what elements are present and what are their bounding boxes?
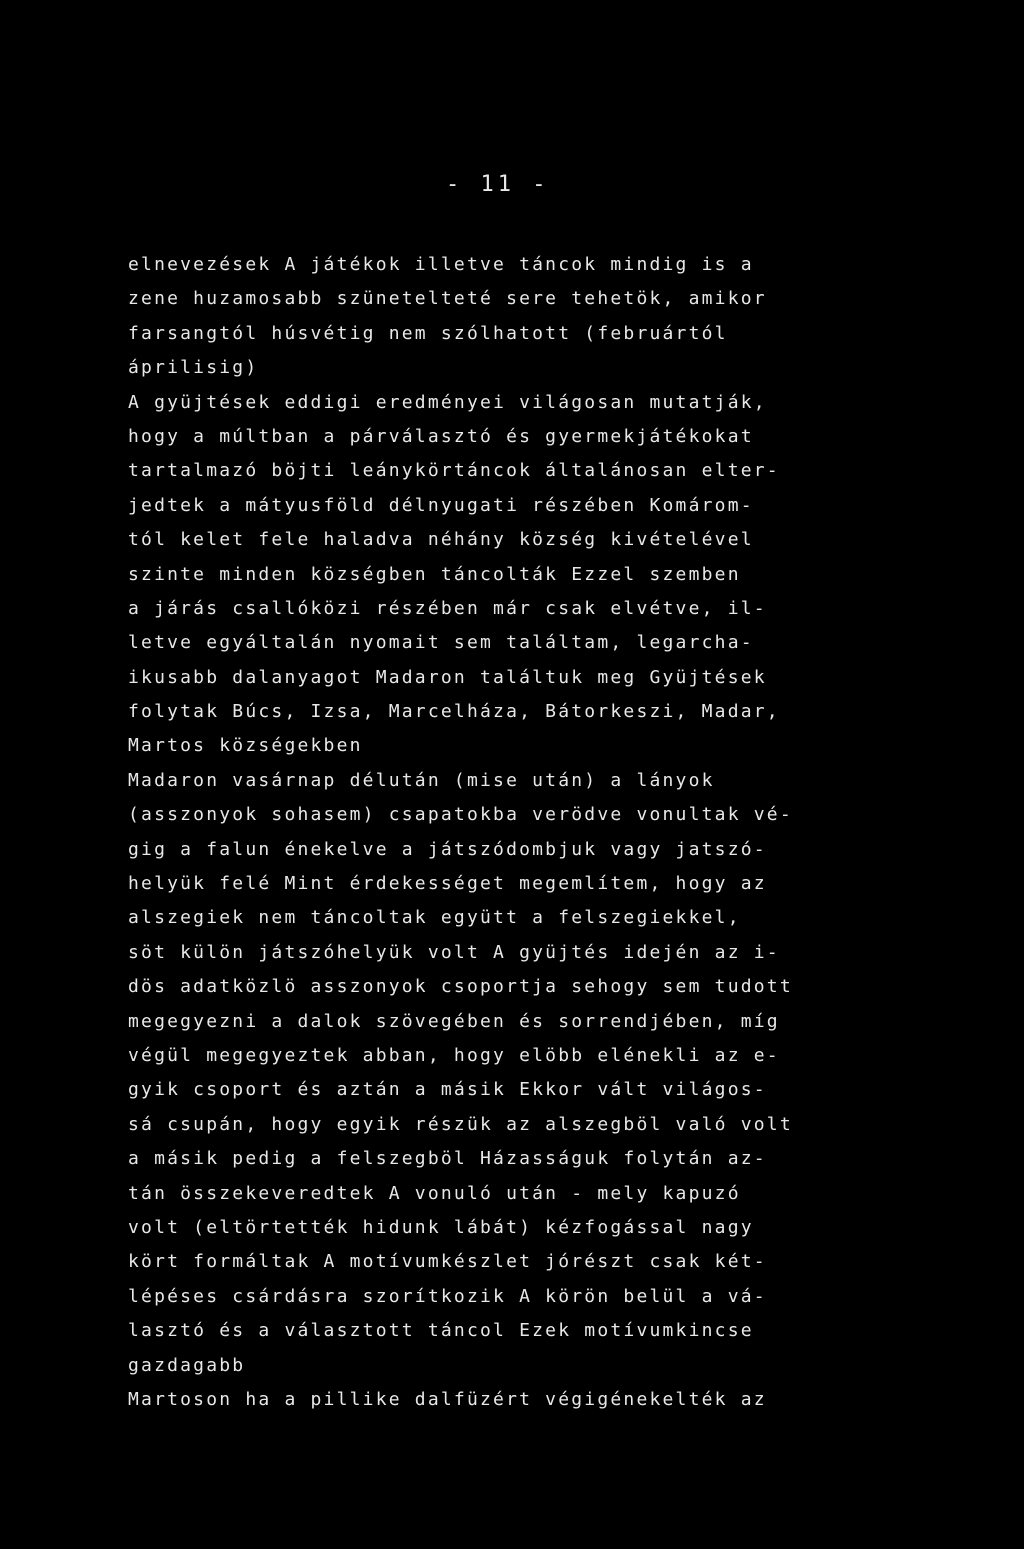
text-line: gig a falun énekelve a játszódombjuk vagy jatszó-	[128, 838, 767, 860]
text-line: elnevezések A játékok illetve táncok mindig is a	[128, 254, 754, 275]
page-number: - 11 -	[446, 172, 550, 197]
text-line: tartalmazó böjti leánykörtáncok általánosan elter-	[128, 460, 780, 482]
text-line: alszegiek nem táncoltak együtt a felszegiekkel,	[128, 907, 741, 929]
text-line: kört formáltak A motívumkészlet jórészt csak két-	[128, 1251, 767, 1273]
text-line: lépéses csárdásra szorítkozik A körön belül a vá-	[128, 1285, 767, 1307]
text-line: dös adatközlö asszonyok csoportja sehogy sem tudott	[128, 976, 793, 998]
text-line: helyük felé Mint érdekességet megemlítem, hogy az	[128, 873, 767, 895]
text-line: ikusabb dalanyagot Madaron találtuk meg Gyüjtések	[128, 666, 767, 688]
text-line: szinte minden községben táncolták Ezzel szemben	[128, 563, 741, 585]
text-line: folytak Búcs, Izsa, Marcelháza, Bátorkeszi, Madar,	[128, 701, 780, 723]
text-line: megegyezni a dalok szövegében és sorrendjében, míg	[128, 1010, 780, 1032]
text-line: a járás csallóközi részében már csak elvétve, il-	[128, 597, 767, 619]
text-line: lasztó és a választott táncol Ezek motívumkincse	[128, 1320, 754, 1342]
text-line: tól kelet fele haladva néhány község kivételével	[128, 529, 754, 551]
text-line: tán összekeveredtek A vonuló után - mely kapuzó	[128, 1182, 741, 1204]
text-line: A gyüjtések eddigi eredményei világosan mutatják,	[128, 391, 767, 413]
text-line: söt külön játszóhelyük volt A gyüjtés idején az i-	[128, 941, 780, 963]
text-line: gazdagabb	[128, 1354, 246, 1376]
text-line: jedtek a mátyusföld délnyugati részében Komárom-	[128, 494, 754, 516]
body-text	[128, 248, 828, 1417]
text-line: hogy a múltban a párválasztó és gyermekjátékokat	[128, 425, 754, 447]
text-line: zene huzamosabb szünetelteté sere tehetök, amikor	[128, 288, 767, 310]
text-line: Martos községekben	[128, 735, 363, 757]
text-line: a másik pedig a felszegböl Házasságuk folytán az-	[128, 1148, 767, 1170]
text-line: végül megegyeztek abban, hogy elöbb elénekli az e-	[128, 1044, 780, 1066]
text-line: gyik csoport és aztán a másik Ekkor vált világos-	[128, 1079, 767, 1101]
text-line: farsangtól húsvétig nem szólhatott (februártól	[128, 322, 728, 344]
text-line: letve egyáltalán nyomait sem találtam, legarcha-	[128, 632, 754, 654]
text-line: sá csupán, hogy egyik részük az alszegböl való volt	[128, 1113, 793, 1135]
text-line: Madaron vasárnap délután (mise után) a lányok	[128, 769, 715, 791]
text-line: (asszonyok sohasem) csapatokba verödve vonultak vé-	[128, 804, 793, 826]
text-line: volt (eltörtették hidunk lábát) kézfogással nagy	[128, 1216, 754, 1238]
text-line: Martoson ha a pillike dalfüzért végigénekelték az	[128, 1388, 767, 1410]
text-line: áprilisig)	[128, 357, 259, 379]
